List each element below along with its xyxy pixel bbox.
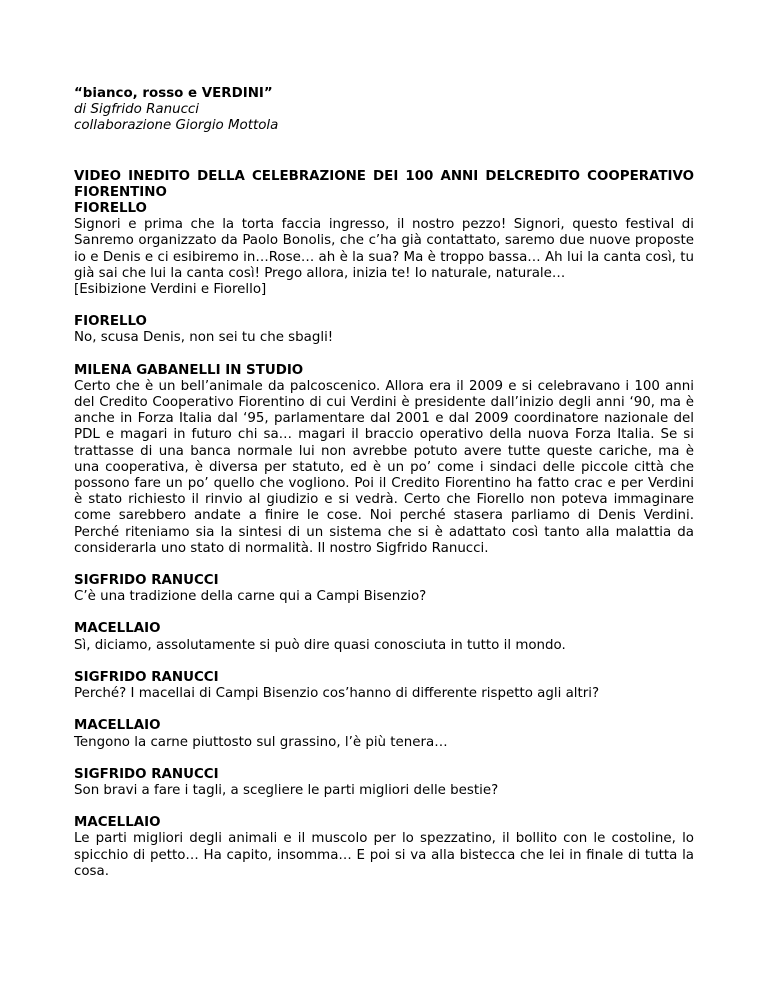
document-page (74, 80, 694, 880)
title-block (74, 86, 694, 135)
speech-text: Sì, diciamo, assolutamente si può dire quasi conosciuta in tutto il mondo. (74, 637, 566, 653)
speech-text: Son bravi a fare i tagli, a scegliere le parti migliori delle bestie? (74, 782, 499, 798)
speech-text: C’è una tradizione della carne qui a Campi Bisenzio? (74, 589, 427, 605)
transcript-block-5 (74, 621, 694, 653)
transcript-block-6 (74, 670, 694, 702)
speech-text: No, scusa Denis, non sei tu che sbagli! (74, 330, 334, 346)
transcript-block-7 (74, 718, 694, 750)
speech-text: Perché? I macellai di Campi Bisenzio cos’hanno di differente rispetto agli altri? (74, 686, 600, 702)
speaker-name: MILENA GABANELLI IN STUDIO (74, 362, 304, 378)
speech-text: Certo che è un bell’animale da palcoscenico. Allora era il 2009 e si celebravano i 100 anni del Credito Cooperativo Fiorentino di cui Verdini è presidente dall’inizio degli anni ‘90, ma è anche in Forza Italia dal ‘95, parlamentare dal 2001 e dal 2009 coordinatore nazionale del PDL e magari in futuro chi sa… magari il braccio operativo della nuova Forza Italia. Se si trattasse di una banca normale lui non avrebbe potuto avere tutte queste cariche, ma è una cooperativa, è diversa per statuto, ed è un po’ come i sindaci delle piccole città che possono fare un po’ quello che vogliono. Poi il Credito Fiorentino ha fatto crac e per Verdini è stato richiesto il rinvio al giudizio e si vedrà. Certo che Fiorello non poteva immaginare come sarebbero andate a finire le cose. Noi perché stasera parliamo di Denis Verdini. Perché riteniamo sia la sintesi di un sistema che si è adattato così tanto alla malattia da considerarla uno stato di normalità. Il nostro Sigfrido Ranucci. (74, 378, 694, 556)
transcript-block-8 (74, 767, 694, 799)
speech-text: Le parti migliori degli animali e il muscolo per lo spezzatino, il bollito con le costoline, lo spicchio di petto… Ha capito, insomma… E poi si va alla bistecca che lei in finale di tutta la cosa. (74, 831, 694, 879)
speech-text: Tengono la carne piuttosto sul grassino, l’è più tenera… (74, 734, 448, 750)
transcript-block-4 (74, 573, 694, 605)
speaker-name: FIORELLO (74, 314, 147, 330)
speaker-name: SIGFRIDO RANUCCI (74, 766, 219, 782)
speaker-name: SIGFRIDO RANUCCI (74, 573, 219, 589)
speaker-name: MACELLAIO (74, 815, 161, 831)
collaboration-line: collaborazione Giorgio Mottola (74, 118, 279, 134)
speaker-name: MACELLAIO (74, 621, 161, 637)
video-heading: VIDEO INEDITO DELLA CELEBRAZIONE DEI 100 ANNI DELCREDITO COOPERATIVO FIORENTINO (74, 168, 694, 200)
speech-text: Signori e prima che la torta faccia ingresso, il nostro pezzo! Signori, questo festival di Sanremo organizzato da Paolo Bonolis, che c’ha già contattato, saremo due nuove proposte io e Denis e ci esibiremo in…Rose… ah è la sua? Ma è troppo bassa… Ah lui la canta così, tu già sai che lui la canta così! Prego allora, inizia te! Io naturale, naturale… (74, 217, 694, 281)
document-title: “bianco, rosso e VERDINI” (74, 86, 273, 101)
transcript-block-3 (74, 363, 694, 557)
stage-direction: [Esibizione Verdini e Fiorello] (74, 282, 267, 298)
transcript-block-9 (74, 815, 694, 880)
speaker-name: MACELLAIO (74, 718, 161, 734)
speaker-name: FIORELLO (74, 201, 147, 217)
transcript-block-2 (74, 314, 694, 346)
transcript-block-1 (74, 169, 694, 299)
speaker-name: SIGFRIDO RANUCCI (74, 669, 219, 685)
author-line: di Sigfrido Ranucci (74, 102, 200, 118)
